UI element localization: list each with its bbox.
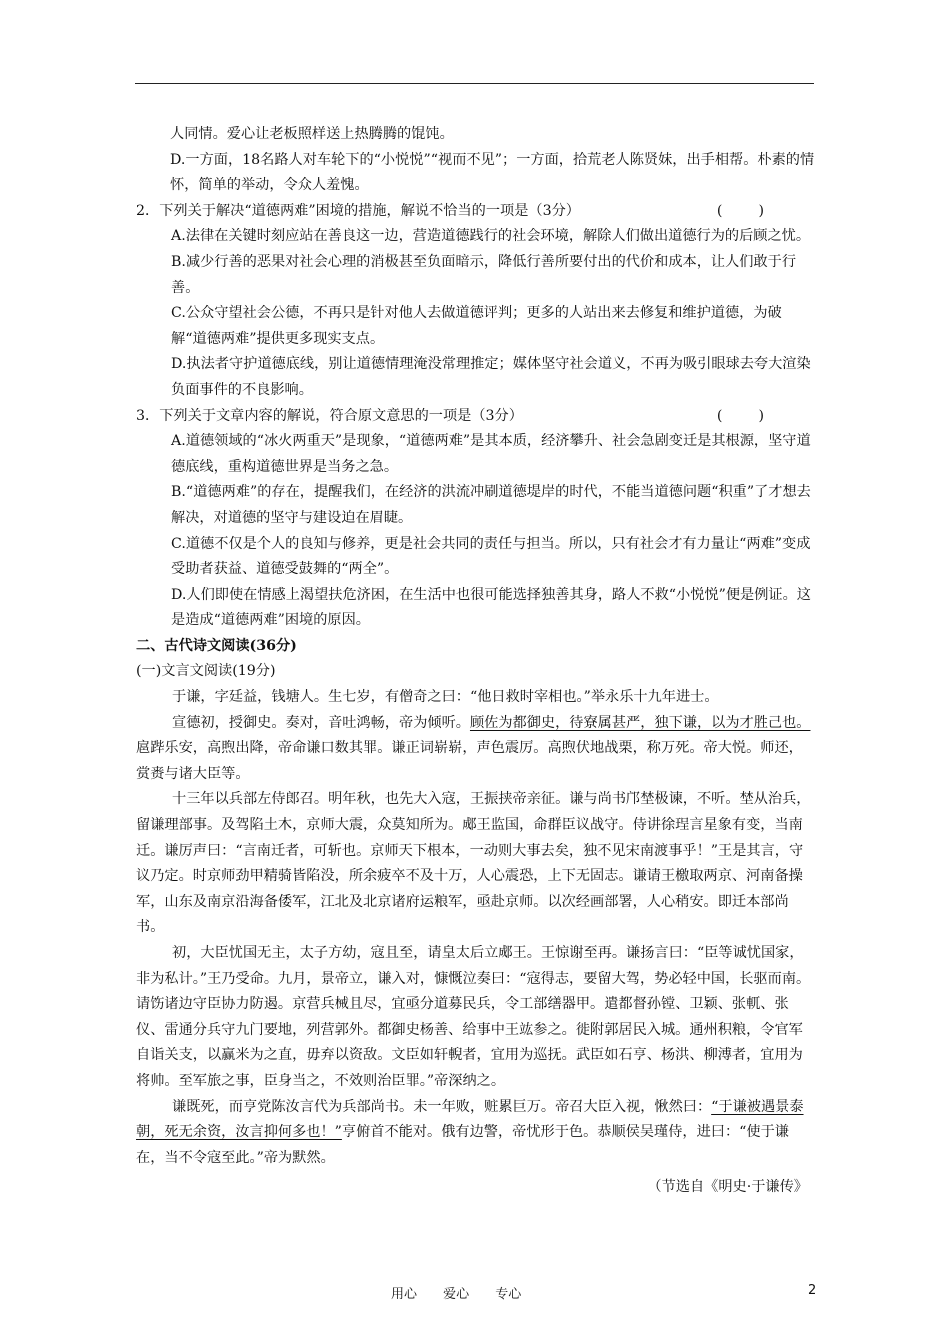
- question-2-text: 2．下列关于解决“道德两难”困境的措施，解说不恰当的一项是（3分）: [136, 202, 580, 219]
- answer-blank: ( ): [716, 407, 764, 424]
- question-2: [136, 199, 816, 225]
- question-3: [136, 404, 816, 430]
- passage-paragraph-2: [136, 711, 816, 788]
- passage-paragraph-1: 于谦，字廷益，钱塘人。生七岁，有僧奇之曰：“他日救时宰相也。”举永乐十九年进士。: [172, 689, 719, 706]
- question-3-text: 3．下列关于文章内容的解说，符合原文意思的一项是（3分）: [136, 407, 523, 424]
- option-a: A.道德领域的“冰火两重天”是现象，“道德两难”是其本质，经济攀升、社会急剧变迁是其根源，坚守道德底线，重构道德世界是当务之急。: [171, 433, 811, 475]
- passage-text: 扈跸乐安，高煦出降，帝命谦口数其罪。谦正词崭崭，声色震厉。高煦伏地战栗，称万死。帝大悦。师还，赏赉与诸大臣等。: [136, 740, 803, 782]
- option-a: A.法律在关键时刻应站在善良这一边，营造道德践行的社会环境，解除人们做出道德行为的后顾之忧。: [171, 228, 811, 245]
- option-d-prev: D.一方面，18名路人对车轮下的“小悦悦”“视而不见”；一方面，拾荒老人陈贤妹，出手相帮。朴素的情怀，简单的举动，令众人羞愧。: [170, 151, 815, 194]
- option-c: C.道德不仅是个人的良知与修养，更是社会共同的责任与担当。所以，只有社会才有力量让“两难”变成受助者获益、道德受鼓舞的“两全”。: [171, 535, 811, 578]
- answer-blank: ( ): [716, 202, 764, 219]
- section-heading: 二、古代诗文阅读(36分): [136, 637, 297, 654]
- footer-slogan: 用心 爱心 专心: [391, 1287, 522, 1302]
- option-c: C.公众守望社会公德，不再只是针对他人去做道德评判；更多的人站出来去修复和维护道德，为破解“道德两难”提供更多现实支点。: [171, 305, 782, 347]
- passage-paragraph-3: 十三年以兵部左侍郎召。明年秋，也先大入寇，王振挟帝亲征。谦与尚书邝埜极谏，不听。埜从治兵，留谦理部事。及驾陷土木，京师大震，众莫知所为。郕王监国，命群臣议战守。侍讲徐珵言星象有变，当南迁。谦厉声曰：“言南迁者，可斩也。京师天下根本，一动则大事去矣，独不见宋南渡事乎！”王是其言，守议乃定。时京师劲甲精骑皆陷没，所余疲卒不及十万，人心震恐，上下无固志。谦请王檄取两京、河南备操军，山东及南京沿海备倭军，江北及北京诸府运粮军，亟赴京师。以次经画部署，人心稍安。即迁本部尚书。: [136, 791, 811, 936]
- passage-paragraph-4: 初，大臣忧国无主，太子方幼，寇且至，请皇太后立郕王。王惊谢至再。谦扬言曰：“臣等诚忧国家，非为私计。”王乃受命。九月，景帝立，谦入对，慷慨泣奏曰：“寇得志，要留大驾，势必轻中国，长驱而南。请饬诸边守臣协力防遏。京营兵械且尽，宜亟分道募民兵，令工部缮器甲。遣都督孙镗、卫颖、张軏、张仪、雷通分兵守九门要地，列营郭外。都御史杨善、给事中王竑参之。徙附郭居民入城。通州积粮，令官军自诣关支，以赢米为之直，毋弃以资敌。文臣如轩輗者，宜用为巡抚。武臣如石亨、杨洪、柳溥者，宜用为将帅。至军旅之事，臣身当之，不效则治臣罪。”帝深纳之。: [136, 945, 811, 1089]
- option-b: B.“道德两难”的存在，提醒我们，在经济的洪流冲刷道德堤岸的时代，不能当道德问题“积重”了才想去解决，对道德的坚守与建设迫在眉睫。: [171, 484, 811, 526]
- option-d: D.人们即使在情感上渴望扶危济困，在生活中也很可能选择独善其身，路人不救“小悦悦”便是例证。这是造成“道德两难”困境的原因。: [171, 586, 811, 629]
- passage-text: 亨俯首不能对。俄有边警，帝忧形于色。恭顺侯吴瑾侍，进曰：“使于谦在，当不令寇至此。”帝为默然。: [136, 1124, 789, 1166]
- option-b: B.减少行善的恶果对社会心理的消极甚至负面暗示，降低行善所要付出的代价和成本，让人们敢于行善。: [171, 253, 797, 296]
- passage-paragraph-5: [136, 1095, 816, 1172]
- page-number: 2: [808, 1283, 817, 1298]
- underlined-sentence: “于谦被遇景泰朝，死无余资，汝言抑何多也！”: [136, 1098, 804, 1141]
- passage-text: 谦既死，而亨党陈汝言代为兵部尚书。未一年败，赃累巨万。帝召大臣入视，愀然曰：: [172, 1098, 712, 1115]
- option-d: D.执法者守护道德底线，别让道德情理淹没常理推定；媒体坚守社会道义，不再为吸引眼球去夸大渲染负面事件的不良影响。: [171, 356, 811, 398]
- subsection-heading: (一)文言文阅读(19分): [136, 663, 276, 680]
- passage-text: 宣德初，授御史。奏对，音吐鸿畅，帝为倾听。: [172, 714, 470, 731]
- source-citation: （节选自《明史·于谦传》: [647, 1179, 808, 1196]
- header-rule: [135, 83, 814, 84]
- text-line: 人同情。爱心让老板照样送上热腾腾的馄饨。: [170, 126, 454, 142]
- underlined-sentence: 顾佐为都御史，待寮属甚严，独下谦，以为才胜己也。: [469, 714, 811, 731]
- page-content: [136, 122, 816, 1201]
